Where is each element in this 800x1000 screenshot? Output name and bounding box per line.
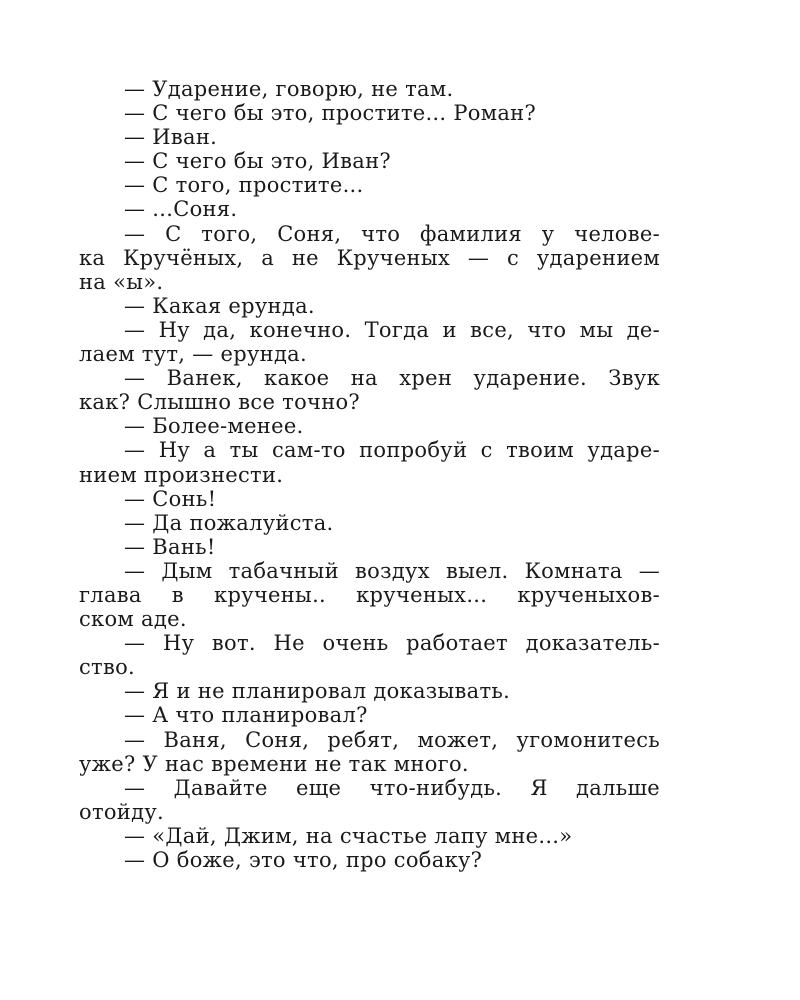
text-line: — Ну а ты сам-то попробуй с твоим ударе- (124, 438, 660, 463)
text-line: — Я и не планировал доказывать. (124, 679, 511, 704)
text-line: — Сонь! (124, 486, 217, 511)
text-line: как? Слышно все точно? (79, 390, 360, 415)
text-line: лаем тут, — ерунда. (79, 342, 307, 367)
dialogue-paragraph (124, 149, 660, 173)
dialogue-paragraph (124, 535, 660, 559)
text-line: ском аде. (79, 607, 187, 632)
text-line: нием произнести. (79, 462, 284, 487)
text-line: — Ну вот. Не очень работает доказатель- (124, 631, 660, 656)
text-line: — О боже, это что, про собаку? (124, 848, 483, 872)
dialogue-paragraph (79, 775, 660, 824)
text-line: — «Дай, Джим, на счастье лапу мне...» (124, 823, 573, 848)
text-line: уже? У нас времени не так много. (79, 751, 469, 776)
dialogue-paragraph (124, 197, 660, 221)
text-line: — Да пожалуйста. (124, 510, 334, 535)
text-line: — Более-менее. (124, 414, 304, 439)
dialogue-paragraph (124, 679, 660, 703)
text-line: — С того, Соня, что фамилия у челове- (124, 221, 660, 246)
dialogue-paragraph (79, 727, 660, 776)
dialogue-paragraph (124, 703, 660, 727)
text-line: — Ну да, конечно. Тогда и все, что мы де- (124, 317, 660, 342)
text-line: — Вань! (124, 534, 216, 559)
dialogue-paragraph (124, 487, 660, 511)
dialogue-paragraph (124, 101, 660, 125)
dialogue-paragraph (124, 824, 660, 848)
dialogue-paragraph (124, 294, 660, 318)
text-line: ка Кручёных, а не Крученых — с ударением (79, 245, 660, 270)
text-line: — С чего бы это, Иван? (124, 149, 391, 174)
text-line: ство. (79, 655, 136, 680)
dialogue-paragraph (79, 366, 660, 415)
dialogue-paragraph (124, 77, 660, 101)
text-line: — Иван. (124, 125, 218, 150)
dialogue-paragraph (79, 221, 660, 294)
dialogue-paragraph (124, 511, 660, 535)
text-line: — Ударение, говорю, не там. (124, 77, 454, 101)
dialogue-paragraph (79, 558, 660, 632)
text-line: — Ванек, какое на хрен ударение. Звук (124, 366, 660, 391)
text-line: — Какая ерунда. (124, 293, 315, 318)
text-line: на «ы». (79, 269, 164, 294)
text-line: — Давайте еще что-нибудь. Я дальше (124, 775, 660, 800)
text-line: отойду. (79, 799, 164, 824)
text-line: — Ваня, Соня, ребят, может, угомонитесь (124, 727, 660, 752)
text-line: глава в кручены.. крученых... крученыхов- (79, 582, 660, 607)
dialogue-paragraph (124, 173, 660, 197)
dialogue-text (79, 77, 660, 872)
text-line: — А что планировал? (124, 703, 368, 728)
dialogue-paragraph (124, 414, 660, 438)
dialogue-paragraph (79, 317, 660, 367)
text-line: — Дым табачный воздух выел. Комната — (124, 558, 660, 583)
dialogue-paragraph (124, 848, 660, 872)
text-line: — ...Соня. (124, 197, 238, 222)
dialogue-paragraph (124, 125, 660, 149)
text-line: — С чего бы это, простите... Роман? (124, 101, 537, 126)
text-line: — С того, простите... (124, 173, 364, 198)
dialogue-paragraph (79, 438, 660, 487)
dialogue-paragraph (79, 631, 660, 680)
